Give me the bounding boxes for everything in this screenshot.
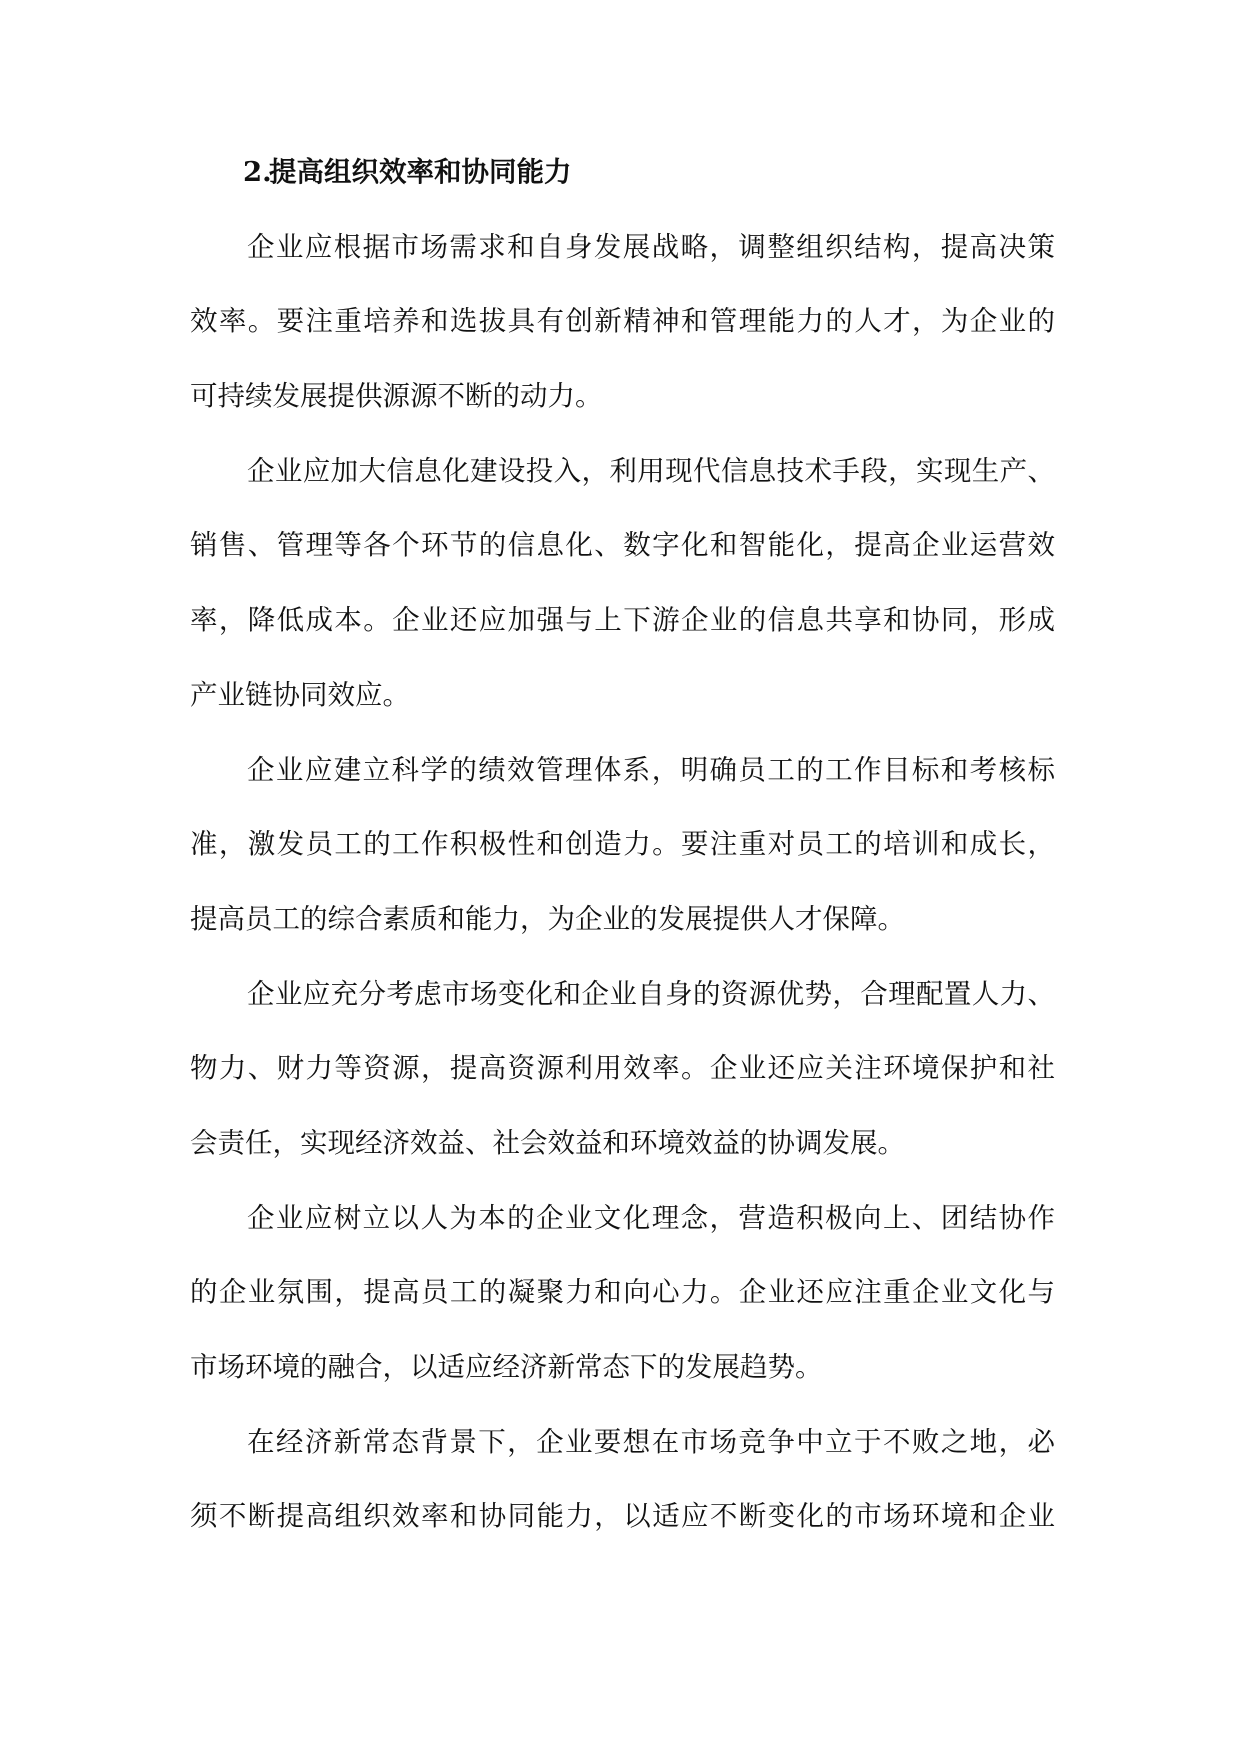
section-number: 2. <box>243 156 272 188</box>
section-title: 提高组织效率和协同能力 <box>269 156 572 188</box>
paragraph-line: 须不断提高组织效率和协同能力，以适应不断变化的市场环境和企业 <box>190 1500 1055 1533</box>
paragraph <box>190 1405 1055 1554</box>
paragraph-line: 可持续发展提供源源不断的动力。 <box>190 380 603 413</box>
paragraph-line: 企业应树立以人为本的企业文化理念，营造积极向上、团结协作 <box>247 1201 1055 1234</box>
paragraph-line: 企业应加大信息化建设投入，利用现代信息技术手段，实现生产、 <box>247 454 1055 487</box>
paragraph-line: 物力、财力等资源，提高资源利用效率。企业还应关注环境保护和社 <box>190 1052 1055 1085</box>
paragraph-line: 会责任，实现经济效益、社会效益和环境效益的协调发展。 <box>190 1126 905 1159</box>
paragraph-line: 企业应充分考虑市场变化和企业自身的资源优势，合理配置人力、 <box>247 977 1055 1010</box>
paragraph-line: 市场环境的融合，以适应经济新常态下的发展趋势。 <box>190 1351 823 1383</box>
paragraph-line: 准，激发员工的工作积极性和创造力。要注重对员工的培训和成长， <box>190 828 1055 861</box>
paragraph-line: 在经济新常态背景下，企业要想在市场竞争中立于不败之地，必 <box>247 1425 1055 1458</box>
paragraph-line: 企业应建立科学的绩效管理体系，明确员工的工作目标和考核标 <box>247 753 1055 786</box>
paragraph-line: 效率。要注重培养和选拔具有创新精神和管理能力的人才，为企业的 <box>190 305 1055 338</box>
section-heading <box>190 135 1055 210</box>
paragraph-line: 提高员工的综合素质和能力，为企业的发展提供人才保障。 <box>190 902 905 935</box>
page-content <box>190 135 1055 1554</box>
paragraph-line: 的企业氛围，提高员工的凝聚力和向心力。企业还应注重企业文化与 <box>190 1276 1055 1309</box>
paragraph <box>190 434 1055 733</box>
paragraph-line: 率，降低成本。企业还应加强与上下游企业的信息共享和协同，形成 <box>190 604 1055 637</box>
paragraph <box>190 210 1055 434</box>
paragraph <box>190 733 1055 957</box>
paragraph-line: 产业链协同效应。 <box>190 678 410 711</box>
paragraph-line: 销售、管理等各个环节的信息化、数字化和智能化，提高企业运营效 <box>190 529 1055 562</box>
paragraph-line: 企业应根据市场需求和自身发展战略，调整组织结构，提高决策 <box>247 230 1055 263</box>
paragraph <box>190 957 1055 1181</box>
paragraph <box>190 1181 1055 1405</box>
